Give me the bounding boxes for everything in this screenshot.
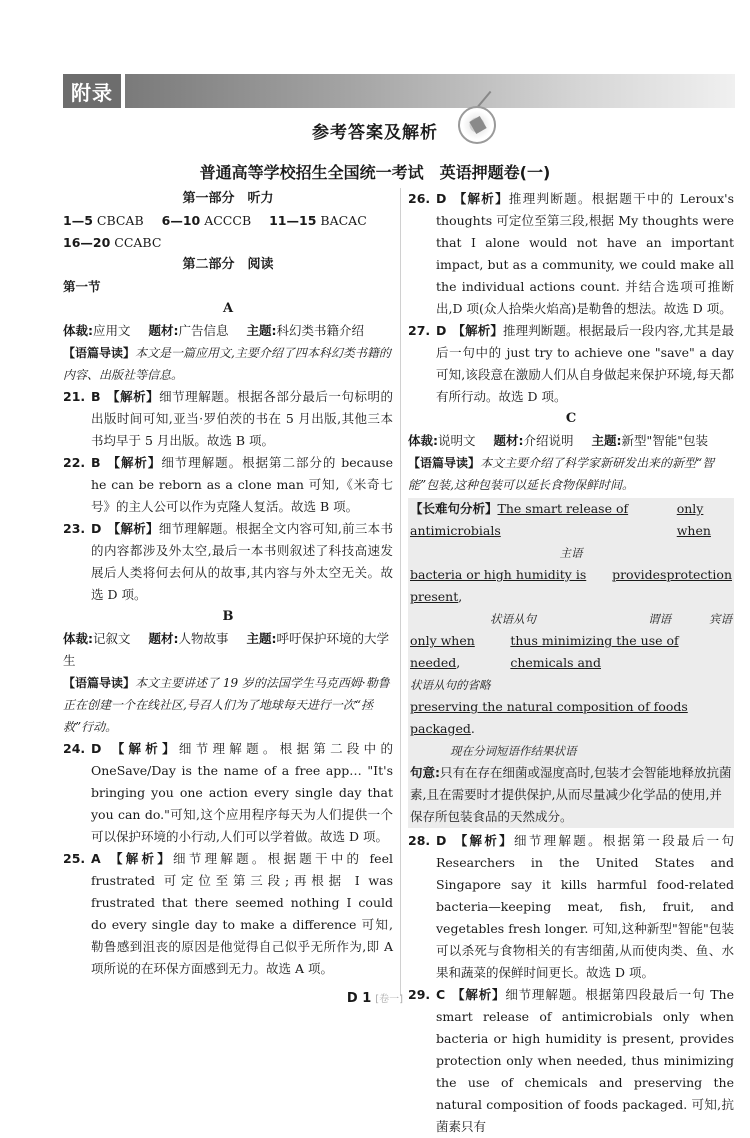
topic-value: 人物故事 (178, 631, 229, 646)
genre-value: 记叙文 (93, 631, 131, 646)
listening-answers-row2 (63, 232, 393, 254)
answers: CBCAB (96, 213, 144, 228)
analysis-text: 细节理解题。根据第二段中的 OneSave/Day is the name of a free app… "It's bringing you one action every single day that you can do."可知,这个应用程序每天为人们提供一个可以保护环境的小行动,人们可以学着做。故选 D 项。 (91, 741, 393, 844)
theme-value: 科幻类书籍介绍 (276, 323, 365, 338)
predicate-segment: provides (612, 567, 667, 582)
passage-c-meta (408, 430, 734, 452)
question-28 (408, 830, 734, 984)
range: 6—10 (161, 213, 201, 228)
analysis-line-2 (410, 564, 732, 608)
passage-b-meta (63, 628, 393, 672)
question-23 (63, 518, 393, 606)
part2-heading: 第二部分 阅读 (182, 257, 274, 272)
answer-letter: D (436, 833, 447, 848)
question-25 (63, 848, 393, 980)
answer-letter: D (91, 741, 102, 756)
long-sentence-analysis-box (408, 498, 734, 828)
topic-value: 介绍说明 (523, 433, 574, 448)
analysis-text: 细节理解题。根据全文内容可知,前三本书的内容都涉及外太空,最后一本书则叙述了科技高速发展后人类将何去何从的故事,其内容与外太空无关。故选 D 项。 (91, 521, 393, 602)
predicate-note: 谓语 (648, 612, 671, 626)
clause-start-segment: only when (676, 501, 711, 538)
passage-a-meta (63, 320, 393, 342)
subject-note: 主语 (559, 546, 583, 560)
analysis-text: 细节理解题。根据第二部分的 because he can be reborn as a clone man 可知,《米奇七号》的主人公可以作为克隆人复活。故选 B 项。 (91, 455, 393, 514)
participle-phrase-segment-cont: preserving the natural composition of foods packaged (410, 699, 688, 736)
analysis-line-1 (410, 498, 732, 542)
genre-label: 体裁: (408, 433, 438, 448)
topic-label: 题材: (493, 433, 524, 448)
elliptical-clause-note: 状语从句的省略 (410, 678, 491, 692)
question-29 (408, 984, 734, 1138)
theme-label: 主题: (246, 631, 277, 646)
adverbial-clause-segment: bacteria or high humidity is present (410, 567, 587, 604)
analysis-tag: 【解析】 (106, 851, 174, 866)
analysis-tag: 【解析】 (451, 987, 506, 1002)
passage-c-heading: C (565, 411, 577, 426)
analysis-text: 细节理解题。根据第一段最后一句 Researchers in the United States and Singapore say it kills harmful food-related bacteria—keeping meat, fish, fruit, and vegetables fresh longer. 可知,这种新型"智能"包装可以杀死与食物相关的有害细菌,从而使肉类、鱼、水果和蔬菜的保鲜时间更长。故选 D 项。 (436, 833, 734, 980)
answer-letter: D (436, 191, 447, 206)
analysis-text: 细节理解题。根据各部分最后一句标明的出版时间可知,亚当·罗伯茨的书在 5 月出版,其他三本书均早于 5 月出版。故选 B 项。 (91, 389, 393, 448)
analysis-tag: 【解析】 (452, 323, 503, 338)
page-footer (0, 990, 750, 1006)
genre-label: 体裁: (63, 631, 93, 646)
analysis-tag: 【解析】 (106, 389, 160, 404)
passage-a-guide (63, 342, 393, 386)
answers: CCABC (114, 235, 162, 250)
section1-heading: 第一节 (63, 279, 101, 294)
question-26 (408, 188, 734, 320)
question-number: 23. (63, 521, 86, 536)
punctuation: . (470, 721, 475, 736)
volume-label: [卷一] (375, 994, 404, 1005)
guide-label: 【语篇导读】 (63, 346, 136, 360)
question-number: 22. (63, 455, 86, 470)
genre-value: 应用文 (93, 323, 131, 338)
elliptical-clause-segment: only when needed (410, 633, 475, 670)
analysis-box-tag: 【长难句分析】 (410, 501, 498, 516)
range: 11—15 (269, 213, 317, 228)
passage-c-guide (408, 452, 734, 496)
participle-phrase-note: 现在分词短语作结果状语 (450, 744, 577, 758)
range: 16—20 (63, 235, 111, 250)
column-divider (400, 188, 401, 996)
question-number: 24. (63, 741, 86, 756)
analysis-line-4 (410, 696, 732, 740)
appendix-label: 附录 (63, 74, 121, 108)
answers: ACCCB (204, 213, 252, 228)
question-22 (63, 452, 393, 518)
analysis-notes-row (410, 608, 732, 630)
part1-heading: 第一部分 听力 (182, 191, 274, 206)
question-number: 29. (408, 987, 431, 1002)
question-number: 21. (63, 389, 86, 404)
subject-segment: The smart release of antimicrobials (410, 501, 629, 538)
appendix-banner (63, 74, 735, 108)
analysis-tag: 【解析】 (452, 833, 514, 848)
question-number: 26. (408, 191, 431, 206)
theme-value: 呼吁保护环境的大学生 (63, 631, 390, 668)
analysis-line-3 (410, 630, 732, 674)
page-number: D 1 (346, 991, 372, 1006)
guide-text: 本文是一篇应用文,主要介绍了四本科幻类书籍的内容、出版社等信息。 (63, 346, 391, 382)
topic-label: 题材: (148, 323, 179, 338)
participle-phrase-segment: thus minimizing the use of chemicals and (510, 633, 679, 670)
analysis-tag: 【解析】 (106, 455, 162, 470)
analysis-text: 细节理解题。根据第四段最后一句 The smart release of antimicrobials only when bacteria or high humidity is present, provides protection only when needed, thus minimizing the use of chemicals and preserving the natural composition of foods packaged. 可知,抗菌素只有 (436, 987, 734, 1134)
answer-letter: B (91, 455, 101, 470)
analysis-text: 推理判断题。根据题干中的 Leroux's thoughts 可定位至第三段,根据 My thoughts were that I alone would not have an important impact, but as a community, we could make all the individual actions count. 并结合选项可推断出,D 项(众人拾柴火焰高)是勒鲁的想法。故选 D 项。 (436, 191, 734, 316)
theme-label: 主题: (246, 323, 277, 338)
question-number: 27. (408, 323, 431, 338)
analysis-tag: 【解析】 (107, 521, 159, 536)
guide-label: 【语篇导读】 (63, 676, 136, 690)
analysis-tag: 【解析】 (452, 191, 509, 206)
passage-b-guide (63, 672, 393, 738)
question-27 (408, 320, 734, 408)
topic-label: 题材: (148, 631, 179, 646)
range: 1—5 (63, 213, 93, 228)
question-number: 28. (408, 833, 431, 848)
guide-label: 【语篇导读】 (408, 456, 481, 470)
question-number: 25. (63, 851, 86, 866)
answer-letter: D (436, 323, 447, 338)
answers: BACAC (320, 213, 367, 228)
seal-stamp-icon (458, 106, 496, 144)
banner-gradient-bar (125, 74, 735, 108)
exam-title: 普通高等学校招生全国统一考试 英语押题卷(一) (199, 163, 551, 182)
punctuation: , (456, 655, 461, 670)
sentence-meaning (410, 762, 732, 828)
theme-value: 新型"智能"包装 (621, 433, 708, 448)
answer-letter: A (91, 851, 101, 866)
adverbial-clause-note: 状语从句 (490, 612, 536, 626)
analysis-text: 推理判断题。根据最后一段内容,尤其是最后一句中的 just try to achieve one "save" a day 可知,该段意在激励人们从自身做起来保护环境,每天都有所行动。故选 D 项。 (436, 323, 734, 404)
answer-letter: C (436, 987, 446, 1002)
topic-value: 广告信息 (178, 323, 229, 338)
object-note: 宾语 (709, 612, 732, 626)
answer-letter: B (91, 389, 101, 404)
meaning-text: 只有在存在细菌或湿度高时,包装才会智能地释放抗菌素,且在需要时才提供保护,从而尽量减少化学品的使用,并保存所包装食品的天然成分。 (410, 765, 732, 824)
genre-value: 说明文 (438, 433, 476, 448)
guide-text: 本文主要介绍了科学家新研发出来的新型“智能”包装,这种包装可以延长食物保鲜时间。 (408, 456, 715, 492)
passage-b-heading: B (222, 609, 234, 624)
analysis-tag: 【解析】 (107, 741, 179, 756)
answer-letter: D (91, 521, 102, 536)
passage-a-heading: A (222, 301, 234, 316)
meaning-label: 句意: (410, 765, 440, 780)
analysis-text: 细节理解题。根据题干中的 feel frustrated 可定位至第三段;再根据 I was frustrated that there seemed nothing I could do every single day to make a difference 可知,勒鲁感到沮丧的原因是他觉得自己似乎无所作为,即 A 项所说的在环保方面感到无力。故选 A 项。 (91, 851, 393, 976)
left-column (63, 188, 393, 980)
listening-answers-row1 (63, 210, 393, 232)
question-24 (63, 738, 393, 848)
guide-text: 本文主要讲述了 19 岁的法国学生马克西姆·勒鲁正在创建一个在线社区,号召人们为了地球每天进行一次“拯救”行动。 (63, 676, 390, 734)
genre-label: 体裁: (63, 323, 93, 338)
object-segment: protection (666, 567, 732, 582)
answer-title: 参考答案及解析 (312, 123, 438, 143)
theme-label: 主题: (591, 433, 622, 448)
punctuation: , (458, 589, 463, 604)
question-21 (63, 386, 393, 452)
